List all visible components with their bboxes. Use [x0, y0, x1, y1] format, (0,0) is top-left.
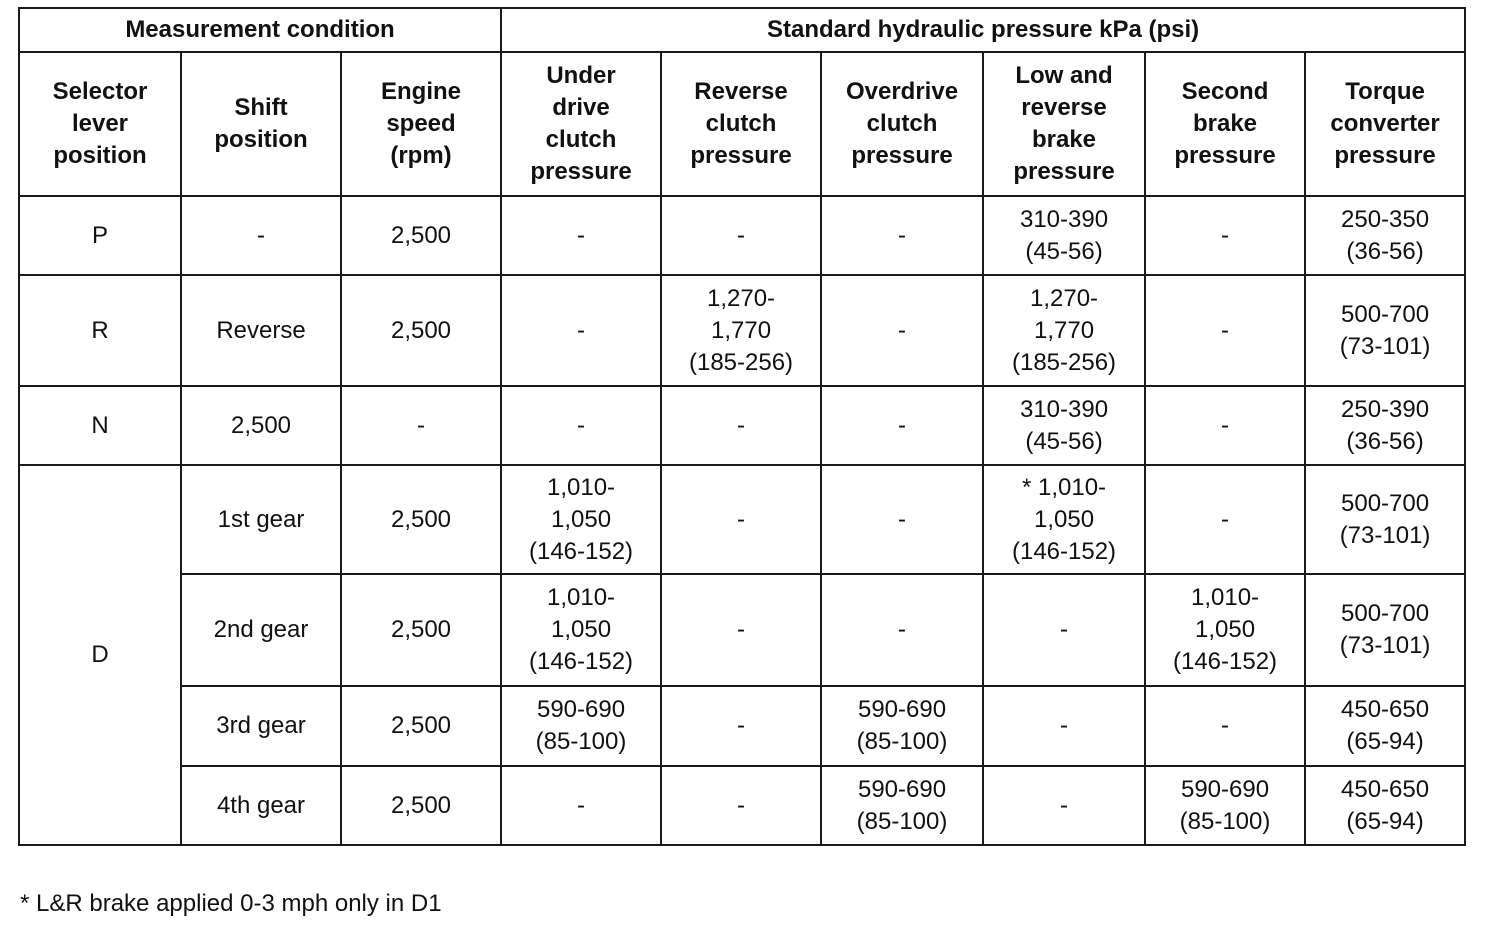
- cell-line: -: [737, 221, 746, 249]
- cell-line: * 1,010-: [1021, 473, 1107, 501]
- cell-line: (146-152): [528, 648, 634, 675]
- col-header-shift: [181, 52, 341, 196]
- col-header-engine-speed: [341, 52, 501, 196]
- underdrive-cell: [501, 386, 661, 465]
- cell-line: -: [737, 505, 746, 533]
- header-line: lever: [71, 110, 129, 137]
- torque-converter-cell: [1305, 196, 1465, 275]
- second-brake-cell: [1145, 386, 1305, 465]
- torque-converter-cell: [1305, 574, 1465, 686]
- header-line: Shift: [234, 94, 288, 121]
- cell-line: 1,270-: [706, 284, 776, 312]
- cell-line: -: [577, 791, 586, 819]
- footnote: * L&R brake applied 0-3 mph only in D1: [20, 890, 442, 917]
- table-row: [19, 766, 1465, 845]
- cell-line: -: [1060, 712, 1069, 739]
- cell-line: (45-56): [1025, 237, 1103, 265]
- underdrive-cell: [501, 465, 661, 574]
- table-header: [19, 8, 1465, 196]
- torque-converter-cell: [1305, 465, 1465, 574]
- cell-line: (185-256): [688, 348, 794, 376]
- cell-line: 450-650: [1341, 775, 1430, 803]
- cell-line: -: [1221, 316, 1230, 344]
- low-reverse-brake-cell: [983, 275, 1145, 386]
- cell-line: -: [898, 411, 907, 439]
- low-reverse-brake-cell: [983, 574, 1145, 686]
- cell-line: (146-152): [1172, 648, 1278, 675]
- cell-line: -: [737, 616, 746, 643]
- cell-line: 590-690: [536, 696, 626, 723]
- col-header-selector: [19, 52, 181, 196]
- engine-speed-cell: 2,500: [341, 766, 501, 845]
- cell-line: 500-700: [1341, 300, 1430, 328]
- low-reverse-brake-cell: [983, 386, 1145, 465]
- cell-line: -: [1060, 791, 1069, 819]
- second-brake-cell: [1145, 686, 1305, 766]
- shift-cell: 2nd gear: [181, 574, 341, 686]
- shift-cell: 1st gear: [181, 465, 341, 574]
- cell-line: 310-390: [1019, 205, 1109, 233]
- reverse-clutch-cell: [661, 465, 821, 574]
- cell-line: 500-700: [1341, 600, 1430, 627]
- cell-line: -: [1221, 712, 1230, 739]
- hydraulic-pressure-table: [18, 7, 1466, 846]
- cell-line: 450-650: [1341, 696, 1430, 723]
- cell-line: 1,010-: [546, 473, 616, 501]
- low-reverse-brake-cell: [983, 196, 1145, 275]
- table-row: [19, 196, 1465, 275]
- shift-cell: 4th gear: [181, 766, 341, 845]
- col-header-underdrive: [501, 52, 661, 196]
- cell-line: (73-101): [1339, 521, 1431, 549]
- header-line: Under: [546, 62, 616, 89]
- low-reverse-brake-cell: [983, 686, 1145, 766]
- cell-line: 1,050: [550, 616, 612, 643]
- cell-line: (146-152): [1011, 537, 1117, 565]
- cell-line: (36-56): [1346, 237, 1424, 265]
- reverse-clutch-cell: [661, 686, 821, 766]
- shift-cell: 3rd gear: [181, 686, 341, 766]
- table-row: [19, 386, 1465, 465]
- reverse-clutch-cell: [661, 574, 821, 686]
- second-brake-cell: [1145, 465, 1305, 574]
- header-line: Overdrive: [845, 78, 959, 105]
- header-line: clutch: [866, 110, 938, 137]
- overdrive-cell: [821, 686, 983, 766]
- header-line: speed: [386, 110, 456, 137]
- cell-line: (185-256): [1011, 348, 1117, 376]
- header-line: Reverse: [694, 78, 788, 105]
- header-line: pressure: [1334, 142, 1436, 169]
- cell-line: -: [1221, 411, 1230, 439]
- selector-cell: D: [19, 465, 181, 845]
- torque-converter-cell: [1305, 686, 1465, 766]
- col-header-overdrive: [821, 52, 983, 196]
- header-line: Second: [1181, 78, 1269, 105]
- shift-cell: Reverse: [181, 275, 341, 386]
- cell-line: -: [577, 411, 586, 439]
- header-line: clutch: [705, 110, 777, 137]
- reverse-clutch-cell: [661, 766, 821, 845]
- cell-line: (45-56): [1025, 427, 1103, 455]
- header-line: pressure: [530, 158, 632, 185]
- underdrive-cell: [501, 766, 661, 845]
- cell-line: -: [1060, 616, 1069, 643]
- cell-line: -: [1221, 505, 1230, 533]
- cell-line: -: [898, 221, 907, 249]
- cell-line: 1,050: [1033, 505, 1095, 533]
- cell-line: (73-101): [1339, 332, 1431, 360]
- engine-speed-cell: 2,500: [341, 465, 501, 574]
- cell-line: (73-101): [1339, 632, 1431, 659]
- selector-cell: R: [19, 275, 181, 386]
- second-brake-cell: [1145, 574, 1305, 686]
- cell-line: (85-100): [535, 728, 627, 755]
- cell-line: 500-700: [1341, 489, 1430, 517]
- cell-line: 590-690: [1180, 775, 1270, 803]
- selector-cell: N: [19, 386, 181, 465]
- header-line: position: [53, 142, 147, 169]
- cell-line: 1,050: [550, 505, 612, 533]
- cell-line: -: [1221, 221, 1230, 249]
- cell-line: 250-350: [1341, 205, 1430, 233]
- second-brake-cell: [1145, 275, 1305, 386]
- header-group-row: [19, 8, 1465, 52]
- header-line: pressure: [1013, 158, 1115, 185]
- table-row: [19, 574, 1465, 686]
- underdrive-cell: [501, 275, 661, 386]
- reverse-clutch-cell: [661, 275, 821, 386]
- second-brake-cell: [1145, 196, 1305, 275]
- cell-line: 1,010-: [546, 584, 616, 611]
- engine-speed-cell: -: [341, 386, 501, 465]
- cell-line: (85-100): [856, 728, 948, 755]
- cell-line: -: [898, 616, 907, 643]
- overdrive-cell: [821, 465, 983, 574]
- column-header-row: [19, 52, 1465, 196]
- underdrive-cell: [501, 574, 661, 686]
- cell-line: 1,270-: [1029, 284, 1099, 312]
- shift-cell: -: [181, 196, 341, 275]
- header-line: reverse: [1021, 94, 1107, 121]
- shift-cell: 2,500: [181, 386, 341, 465]
- col-header-second-brake: [1145, 52, 1305, 196]
- measurement-condition-header: Measurement condition: [19, 8, 501, 52]
- torque-converter-cell: [1305, 275, 1465, 386]
- header-line: Low and: [1015, 62, 1113, 89]
- header-line: clutch: [545, 126, 617, 153]
- cell-line: -: [898, 316, 907, 344]
- low-reverse-brake-cell: [983, 766, 1145, 845]
- cell-line: 310-390: [1019, 395, 1109, 423]
- engine-speed-cell: 2,500: [341, 196, 501, 275]
- cell-line: 1,770: [710, 316, 772, 344]
- header-line: Selector: [52, 78, 148, 105]
- cell-line: 250-390: [1341, 395, 1430, 423]
- cell-line: (65-94): [1346, 807, 1424, 835]
- reverse-clutch-cell: [661, 196, 821, 275]
- header-line: (rpm): [390, 142, 452, 169]
- header-line: brake: [1031, 126, 1097, 153]
- cell-line: (85-100): [856, 807, 948, 835]
- cell-line: -: [577, 221, 586, 249]
- selector-cell: P: [19, 196, 181, 275]
- cell-line: -: [737, 791, 746, 819]
- header-line: pressure: [851, 142, 953, 169]
- cell-line: 1,050: [1194, 616, 1256, 643]
- header-line: Torque: [1345, 78, 1425, 105]
- table-row: [19, 275, 1465, 386]
- table-row: [19, 686, 1465, 766]
- cell-line: (36-56): [1346, 427, 1424, 455]
- overdrive-cell: [821, 766, 983, 845]
- header-line: converter: [1330, 110, 1440, 137]
- header-line: drive: [552, 94, 610, 121]
- table-row: [19, 465, 1465, 574]
- cell-line: -: [737, 411, 746, 439]
- col-header-low-reverse-brake: [983, 52, 1145, 196]
- cell-line: 590-690: [857, 775, 947, 803]
- overdrive-cell: [821, 574, 983, 686]
- cell-line: 590-690: [857, 696, 947, 723]
- header-line: Engine: [381, 78, 462, 105]
- table-body: [19, 196, 1465, 845]
- cell-line: (65-94): [1346, 728, 1424, 755]
- engine-speed-cell: 2,500: [341, 275, 501, 386]
- cell-line: -: [898, 505, 907, 533]
- second-brake-cell: [1145, 766, 1305, 845]
- low-reverse-brake-cell: [983, 465, 1145, 574]
- cell-line: (146-152): [528, 537, 634, 565]
- cell-line: (85-100): [1179, 807, 1271, 835]
- header-line: pressure: [1174, 142, 1276, 169]
- cell-line: -: [577, 316, 586, 344]
- overdrive-cell: [821, 386, 983, 465]
- engine-speed-cell: 2,500: [341, 574, 501, 686]
- cell-line: -: [737, 712, 746, 739]
- reverse-clutch-cell: [661, 386, 821, 465]
- engine-speed-cell: 2,500: [341, 686, 501, 766]
- underdrive-cell: [501, 196, 661, 275]
- header-line: position: [214, 126, 308, 153]
- col-header-reverse-clutch: [661, 52, 821, 196]
- header-line: brake: [1192, 110, 1258, 137]
- cell-line: 1,010-: [1190, 584, 1260, 611]
- torque-converter-cell: [1305, 386, 1465, 465]
- overdrive-cell: [821, 275, 983, 386]
- standard-pressure-header: Standard hydraulic pressure kPa (psi): [501, 8, 1465, 52]
- header-line: pressure: [690, 142, 792, 169]
- overdrive-cell: [821, 196, 983, 275]
- underdrive-cell: [501, 686, 661, 766]
- cell-line: 1,770: [1033, 316, 1095, 344]
- col-header-torque-converter: [1305, 52, 1465, 196]
- torque-converter-cell: [1305, 766, 1465, 845]
